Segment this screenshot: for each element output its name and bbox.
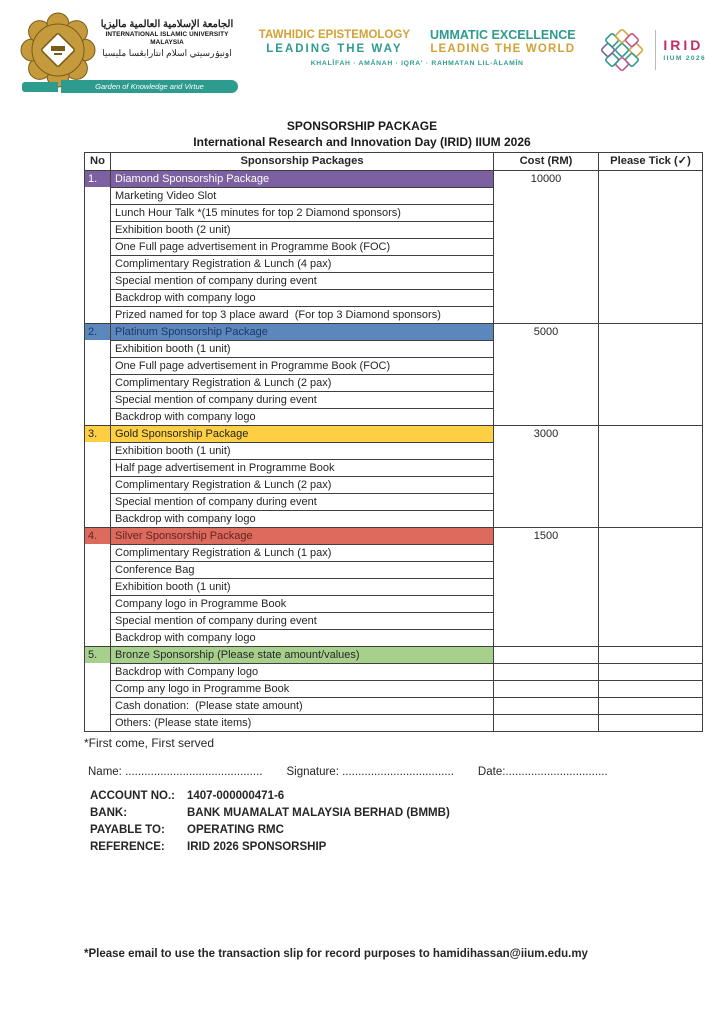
package-item: Backdrop with company logo [111,511,494,528]
bank-value: OPERATING RMC [187,824,284,836]
table-wrapper [84,152,703,732]
column-header: Please Tick (✓) [599,153,703,171]
iium-logo [20,12,238,93]
package-item: Exhibition booth (1 unit) [111,443,494,460]
bank-row-account [90,788,450,805]
tick-cell[interactable] [599,664,703,681]
first-come-note: *First come, First served [84,736,215,750]
package-item: Exhibition booth (1 unit) [111,341,494,358]
package-item: Backdrop with Company logo [111,664,494,681]
cost-cell: 1500 [494,528,599,647]
bank-value: 1407-000000471-6 [187,790,285,802]
motto-left-top: TAWHIDIC EPISTEMOLOGY [258,29,410,41]
section-number: 1. [85,171,110,187]
package-item: Others: (Please state items) [111,715,494,732]
irid-logo [596,24,706,76]
garden-banner: Garden of Knowledge and Virtue [61,80,238,93]
company-number-box [22,82,58,92]
package-item: Backdrop with company logo [111,409,494,426]
irid-flower-icon [596,24,648,76]
tick-cell[interactable] [599,171,703,324]
section-number-cell [85,528,111,647]
column-header: No [85,153,111,171]
date-field: Date:................................ [477,766,608,778]
title-line-2: International Research and Innovation Day (IRID) IIUM 2026 [193,135,531,149]
irid-divider [655,30,656,70]
package-item: Comp any logo in Programme Book [111,681,494,698]
package-item: Special mention of company during event [111,613,494,630]
tick-cell[interactable] [599,715,703,732]
cost-cell: 3000 [494,426,599,528]
package-item: Complimentary Registration & Lunch (1 pax) [111,545,494,562]
cost-cell [494,647,599,664]
university-name: INTERNATIONAL ISLAMIC UNIVERSITY MALAYSIA [105,31,229,46]
tick-cell[interactable] [599,681,703,698]
section-header: Gold Sponsorship Package [111,426,494,443]
name-field: Name: ........................................... [88,766,263,778]
tick-cell[interactable] [599,647,703,664]
bank-details [90,788,450,856]
tick-cell[interactable] [599,698,703,715]
package-item: Prized named for top 3 place award (For top 3 Diamond sponsors) [111,307,494,324]
section-number: 4. [85,528,110,544]
tick-cell[interactable] [599,324,703,426]
section-header: Bronze Sponsorship (Please state amount/values) [111,647,494,664]
tick-cell[interactable] [599,528,703,647]
bank-row-bank [90,805,450,822]
package-item: Complimentary Registration & Lunch (4 pax) [111,256,494,273]
motto-left-bottom: LEADING THE WAY [266,43,403,55]
section-number: 3. [85,426,110,442]
cost-cell: 5000 [494,324,599,426]
package-item: Conference Bag [111,562,494,579]
package-item: Cash donation: (Please state amount) [111,698,494,715]
bank-row-reference [90,839,450,856]
section-number-cell [85,426,111,528]
cost-cell [494,681,599,698]
section-number-cell [85,324,111,426]
cost-cell [494,715,599,732]
package-item: Special mention of company during event [111,392,494,409]
iium-emblem-icon [20,12,96,88]
document-title [0,118,724,150]
column-header: Sponsorship Packages [111,153,494,171]
cost-cell [494,698,599,715]
package-item: Exhibition booth (2 unit) [111,222,494,239]
package-item: Backdrop with company logo [111,630,494,647]
email-instruction-note: *Please email to use the transaction slip for record purposes to hamidihassan@iium.edu.my [84,948,588,960]
sponsorship-table [84,152,703,732]
bank-label: ACCOUNT NO.: [90,790,175,802]
section-number-cell [85,171,111,324]
column-header: Cost (RM) [494,153,599,171]
package-item: Backdrop with company logo [111,290,494,307]
bank-row-payable [90,822,450,839]
irid-subtitle: IIUM 2026 [663,55,706,62]
bank-label: PAYABLE TO: [90,824,165,836]
package-item: Special mention of company during event [111,494,494,511]
section-header: Platinum Sponsorship Package [111,324,494,341]
section-number: 2. [85,324,110,340]
section-number-cell [85,647,111,732]
motto-block [259,28,576,67]
irid-title: IRID [663,37,704,53]
section-header: Silver Sponsorship Package [111,528,494,545]
bank-label: BANK: [90,807,128,819]
arabic-name-top: الجامعة الإسلامية العالمية ماليزيا [100,19,234,30]
title-line-1: SPONSORSHIP PACKAGE [286,119,438,133]
package-item: Half page advertisement in Programme Book [111,460,494,477]
motto-right-top: UMMATIC EXCELLENCE [430,28,576,42]
section-number: 5. [85,647,110,663]
package-item: Lunch Hour Talk *(15 minutes for top 2 Diamond sponsors) [111,205,494,222]
cost-cell: 10000 [494,171,599,324]
tick-cell[interactable] [599,426,703,528]
package-item: Company logo in Programme Book [111,596,494,613]
package-item: Special mention of company during event [111,273,494,290]
package-item: One Full page advertisement in Programme Book (FOC) [111,358,494,375]
package-item: Complimentary Registration & Lunch (2 pax) [111,477,494,494]
motto-tagline: KHALĪFAH · AMĀNAH · IQRA' · RAHMATAN LIL-ĀLAMĪN [310,60,524,67]
arabic-name-bottom: اونيۏرسيتي اسلام انتارابڠسا مليسيا [102,48,232,58]
package-item: One Full page advertisement in Programme Book (FOC) [111,239,494,256]
package-item: Marketing Video Slot [111,188,494,205]
bank-label: REFERENCE: [90,841,165,853]
cost-cell [494,664,599,681]
package-item: Exhibition booth (1 unit) [111,579,494,596]
signature-field: Signature: ................................... [286,766,454,778]
section-header: Diamond Sponsorship Package [111,171,494,188]
page-header [20,12,706,93]
motto-right-bottom: LEADING THE WORLD [430,43,576,55]
package-item: Complimentary Registration & Lunch (2 pax) [111,375,494,392]
bank-value: IRID 2026 SPONSORSHIP [187,841,327,853]
signature-form-line [88,766,608,778]
bank-value: BANK MUAMALAT MALAYSIA BERHAD (BMMB) [187,807,450,819]
